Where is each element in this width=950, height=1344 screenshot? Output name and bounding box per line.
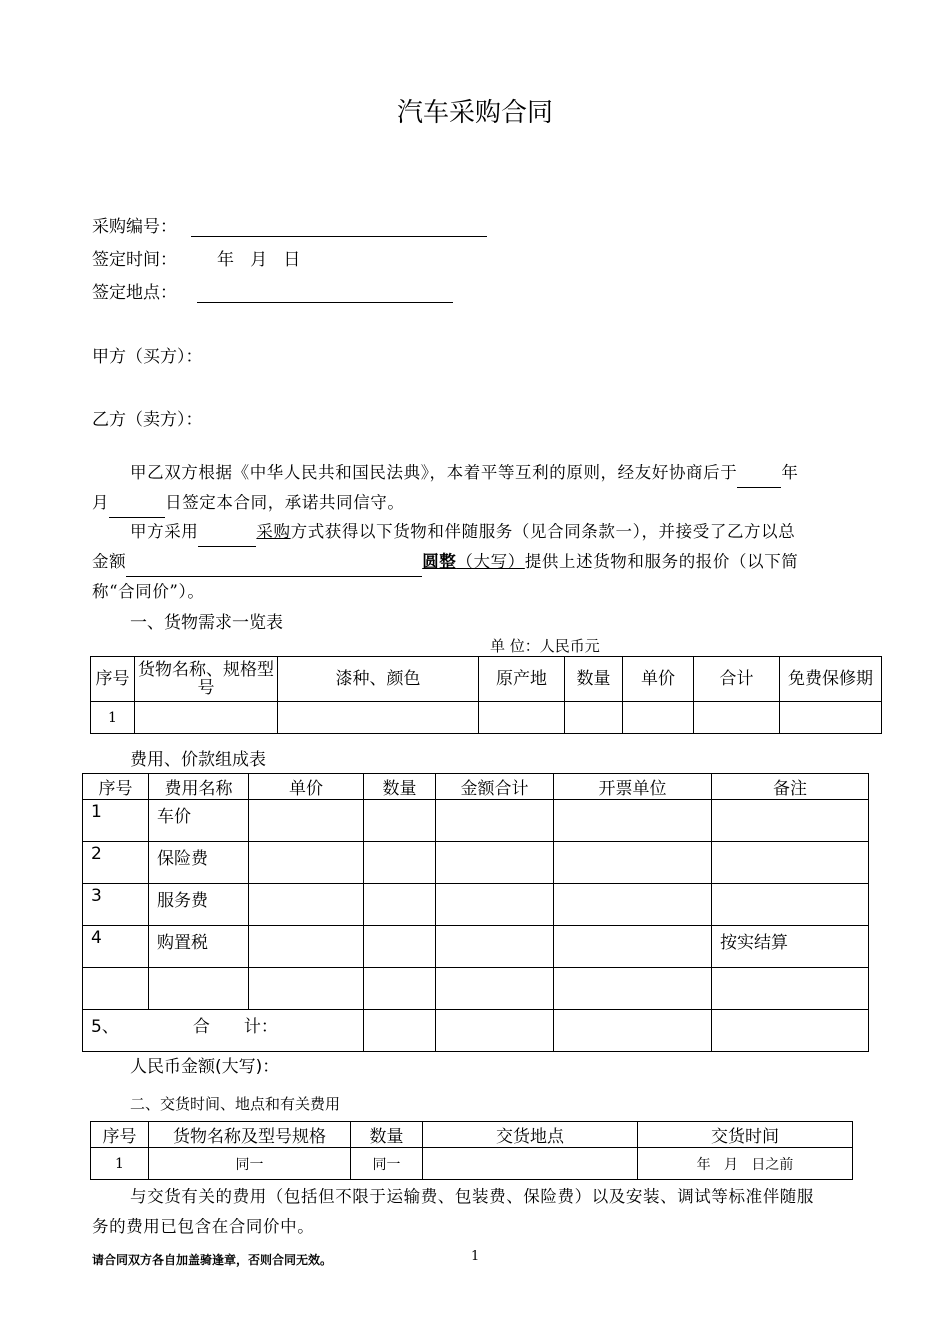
party-a-label: 甲方（买方）： bbox=[92, 347, 203, 367]
delivery-table-header bbox=[91, 1122, 853, 1148]
table-cell[interactable] bbox=[436, 926, 554, 968]
preamble-paragraph-2 bbox=[92, 517, 860, 607]
table-cell[interactable] bbox=[712, 800, 869, 842]
goods-table bbox=[90, 656, 882, 734]
fee-total-row bbox=[83, 1010, 869, 1052]
table-cell[interactable] bbox=[436, 968, 554, 1010]
table-cell: 2 bbox=[83, 842, 149, 884]
table-row bbox=[91, 1148, 853, 1180]
sign-time-row bbox=[92, 245, 300, 270]
goods-col-qty: 数量 bbox=[565, 657, 623, 702]
p2-text-e: 称“合同价”）。 bbox=[92, 582, 205, 601]
p1-year: 年 bbox=[781, 463, 799, 482]
goods-col-total: 合计 bbox=[694, 657, 780, 702]
table-cell[interactable] bbox=[436, 884, 554, 926]
fee-col-note: 备注 bbox=[712, 774, 869, 800]
table-cell[interactable] bbox=[623, 702, 694, 734]
p2-yuan: 圆整 bbox=[422, 552, 457, 571]
sign-place-field[interactable] bbox=[197, 284, 453, 303]
delivery-col-qty: 数量 bbox=[351, 1122, 423, 1148]
table-cell[interactable] bbox=[479, 702, 565, 734]
table-row bbox=[83, 842, 869, 884]
delivery-col-place: 交货地点 bbox=[423, 1122, 638, 1148]
table-cell[interactable] bbox=[712, 1010, 869, 1052]
delivery-col-no: 序号 bbox=[91, 1122, 149, 1148]
table-cell[interactable]: 年 月 日之前 bbox=[638, 1148, 853, 1180]
table-cell: 3 bbox=[83, 884, 149, 926]
table-cell: 1 bbox=[83, 800, 149, 842]
party-b-label: 乙方（卖方）： bbox=[92, 410, 203, 430]
table-cell[interactable] bbox=[249, 968, 364, 1010]
goods-table-header bbox=[91, 657, 882, 702]
table-cell[interactable] bbox=[554, 1010, 712, 1052]
p2-text-a: 甲方采用 bbox=[130, 522, 199, 541]
table-cell[interactable] bbox=[423, 1148, 638, 1180]
page-title: 汽车采购合同 bbox=[396, 98, 553, 128]
table-cell[interactable]: 同一 bbox=[351, 1148, 423, 1180]
goods-col-price: 单价 bbox=[623, 657, 694, 702]
table-cell: 1 bbox=[91, 702, 135, 734]
table-cell: 车价 bbox=[149, 800, 249, 842]
table-cell[interactable] bbox=[278, 702, 479, 734]
goods-col-warranty: 免费保修期 bbox=[780, 657, 882, 702]
table-cell[interactable] bbox=[554, 884, 712, 926]
fee-table-heading: 费用、价款组成表 bbox=[130, 750, 266, 770]
table-cell: 4 bbox=[83, 926, 149, 968]
sign-place-label: 签定地点： bbox=[92, 283, 177, 303]
section1-unit: 单 位：人民币元 bbox=[490, 637, 600, 655]
delivery-paragraph-line-1: 与交货有关的费用（包括但不限于运输费、包装费、保险费）以及安装、调试等标准伴随服 bbox=[130, 1187, 814, 1206]
delivery-paragraph-line-2: 务的费用已包含在合同价中。 bbox=[92, 1217, 315, 1236]
table-cell bbox=[149, 968, 249, 1010]
fee-total-no: 5、 bbox=[91, 1017, 119, 1037]
purchase-no-field[interactable] bbox=[191, 218, 487, 237]
page-number: 1 bbox=[471, 1249, 480, 1264]
table-cell[interactable] bbox=[436, 1010, 554, 1052]
p2-text-c: 金额 bbox=[92, 552, 127, 571]
table-cell[interactable] bbox=[554, 926, 712, 968]
table-cell: 1 bbox=[91, 1148, 149, 1180]
fee-table-header bbox=[83, 774, 869, 800]
sign-place-row bbox=[92, 278, 453, 303]
p1-day-blank[interactable] bbox=[109, 499, 165, 518]
table-cell[interactable] bbox=[554, 968, 712, 1010]
table-cell[interactable] bbox=[712, 842, 869, 884]
table-row bbox=[83, 800, 869, 842]
table-cell[interactable] bbox=[364, 800, 436, 842]
table-cell[interactable] bbox=[364, 884, 436, 926]
fee-total-label-cell bbox=[83, 1010, 364, 1052]
table-cell[interactable] bbox=[554, 842, 712, 884]
table-row bbox=[91, 702, 882, 734]
fee-col-amount: 金额合计 bbox=[436, 774, 554, 800]
table-row bbox=[83, 884, 869, 926]
table-cell[interactable] bbox=[364, 842, 436, 884]
p2-amount-blank[interactable] bbox=[126, 558, 422, 577]
table-cell[interactable] bbox=[249, 884, 364, 926]
table-cell[interactable] bbox=[780, 702, 882, 734]
fee-table bbox=[82, 773, 869, 1052]
table-cell[interactable] bbox=[436, 842, 554, 884]
delivery-paragraph bbox=[92, 1182, 860, 1242]
goods-col-no: 序号 bbox=[91, 657, 135, 702]
fee-col-invoice: 开票单位 bbox=[554, 774, 712, 800]
p1-text-a: 甲乙双方根据《中华人民共和国民法典》，本着平等互利的原则，经友好协商后于 bbox=[130, 463, 738, 482]
rmb-amount-label: 人民币金额(大写)： bbox=[130, 1057, 280, 1077]
table-cell[interactable] bbox=[364, 926, 436, 968]
table-cell[interactable] bbox=[249, 926, 364, 968]
table-cell[interactable] bbox=[249, 800, 364, 842]
purchase-no-row bbox=[92, 212, 487, 237]
table-cell: 服务费 bbox=[149, 884, 249, 926]
fee-col-no: 序号 bbox=[83, 774, 149, 800]
goods-col-origin: 原产地 bbox=[479, 657, 565, 702]
fee-col-price: 单价 bbox=[249, 774, 364, 800]
sign-time-label: 签定时间： bbox=[92, 250, 177, 270]
table-cell[interactable]: 同一 bbox=[149, 1148, 351, 1180]
section1-heading: 一、货物需求一览表 bbox=[130, 613, 283, 633]
p2-text-b: 方式获得以下货物和伴随服务（见合同条款一），并接受了乙方以总 bbox=[290, 522, 796, 541]
fee-col-name: 费用名称 bbox=[149, 774, 249, 800]
p2-text-d: 提供上述货物和服务的报价（以下简 bbox=[524, 552, 799, 571]
table-row bbox=[83, 926, 869, 968]
p2-daxie: （大写） bbox=[456, 552, 525, 571]
table-cell[interactable] bbox=[554, 800, 712, 842]
table-cell bbox=[83, 968, 149, 1010]
p1-year-blank[interactable] bbox=[737, 469, 781, 488]
fee-total-label: 合 计： bbox=[192, 1017, 278, 1037]
table-cell[interactable] bbox=[694, 702, 780, 734]
table-cell: 保险费 bbox=[149, 842, 249, 884]
p1-month: 月 bbox=[92, 493, 110, 512]
table-cell[interactable] bbox=[565, 702, 623, 734]
table-cell[interactable] bbox=[249, 842, 364, 884]
p1-text-b: 日签定本合同，承诺共同信守。 bbox=[165, 493, 405, 512]
sign-time-value: 年 月 日 bbox=[217, 250, 301, 270]
p2-method-blank[interactable] bbox=[198, 528, 256, 547]
fee-col-qty: 数量 bbox=[364, 774, 436, 800]
p2-method: 采购 bbox=[256, 522, 291, 541]
table-cell[interactable] bbox=[135, 702, 278, 734]
purchase-no-label: 采购编号： bbox=[92, 217, 177, 237]
table-cell: 购置税 bbox=[149, 926, 249, 968]
delivery-col-name: 货物名称及型号规格 bbox=[149, 1122, 351, 1148]
preamble-paragraph-1 bbox=[92, 458, 860, 518]
table-cell[interactable] bbox=[712, 884, 869, 926]
goods-col-paint: 漆种、颜色 bbox=[278, 657, 479, 702]
table-cell[interactable] bbox=[364, 968, 436, 1010]
goods-col-name: 货物名称、规格型号 bbox=[135, 657, 278, 702]
table-cell[interactable] bbox=[364, 1010, 436, 1052]
delivery-col-time: 交货时间 bbox=[638, 1122, 853, 1148]
table-cell[interactable] bbox=[712, 968, 869, 1010]
delivery-table bbox=[90, 1121, 853, 1180]
footer-note: 请合同双方各自加盖骑逢章，否则合同无效。 bbox=[92, 1253, 333, 1267]
table-row bbox=[83, 968, 869, 1010]
section2-heading: 二、交货时间、地点和有关费用 bbox=[130, 1095, 341, 1113]
table-cell[interactable] bbox=[436, 800, 554, 842]
table-cell[interactable]: 按实结算 bbox=[712, 926, 869, 968]
